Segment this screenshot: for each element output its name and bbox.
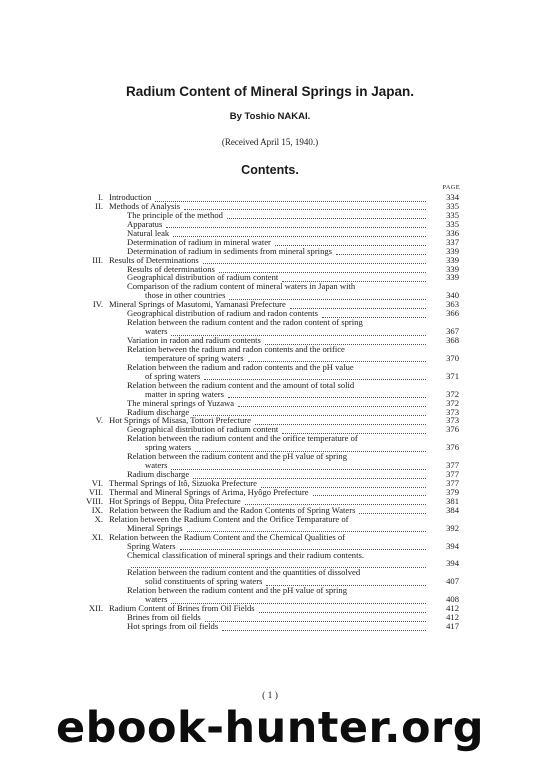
toc-entry: [0, 256, 540, 265]
toc-entry-text: Relation between the Radium Content and the Chemical Qualities of: [109, 531, 346, 542]
toc-entry: [0, 399, 540, 408]
toc-entry: [0, 461, 540, 470]
toc-entry-text: of spring waters: [145, 370, 201, 381]
toc-entry-page: 334: [446, 192, 459, 202]
toc-entry-text: Results of determinations: [127, 263, 215, 274]
toc-entry-text: Brines from oil fields: [127, 612, 201, 623]
toc-entry: [0, 434, 540, 443]
toc-entry: [0, 363, 540, 372]
toc-entry-text: Introduction: [109, 192, 152, 202]
toc-entry: [0, 595, 540, 604]
toc-entry: [0, 613, 540, 622]
toc-entry-text: Relation between the radium content and the pH value of spring: [127, 585, 348, 596]
toc-entry-page: 335: [446, 209, 459, 220]
watermark-text: ebook-hunter.org: [56, 703, 484, 753]
toc-entry-text: The principle of the method: [127, 209, 223, 220]
toc-entry-page: 366: [446, 308, 459, 319]
toc-entry-page: 392: [446, 522, 459, 533]
toc-entry: [0, 604, 540, 613]
toc-entry-page: 371: [446, 370, 459, 381]
toc-entry: [0, 390, 540, 399]
toc-entry-page: 367: [446, 326, 459, 337]
toc-entry-number: VI.: [91, 478, 103, 488]
toc-entry: [0, 515, 540, 524]
toc-entry-text: matter in spring waters: [145, 388, 224, 399]
toc-entry-page: 384: [446, 504, 459, 515]
page-number: ( 1 ): [262, 691, 278, 701]
toc-entry: [0, 568, 540, 577]
toc-entry-text: Relation between the radium and radon contents and the pH value: [127, 361, 354, 372]
toc-entry-page: 336: [446, 227, 459, 238]
toc-entry-page: 377: [446, 478, 459, 488]
dot-leader: [222, 629, 426, 631]
toc-entry-text: Spring Waters: [127, 540, 176, 551]
toc-entry-number: III.: [92, 254, 103, 265]
toc-entry-text: Geographical distribution of radium content: [127, 272, 279, 283]
toc-entry-number: V.: [95, 415, 103, 426]
toc-entry-text: Methods of Analysis: [109, 200, 181, 211]
toc-entry-number: I.: [97, 192, 103, 202]
toc-entry: [0, 586, 540, 595]
toc-entry-text: waters: [145, 594, 168, 605]
toc-entry-text: Radium discharge: [127, 469, 190, 480]
author-line: By Toshio NAKAI.: [229, 111, 311, 122]
toc-entry: [0, 193, 540, 202]
toc-entry: [0, 470, 540, 479]
toc-entry-page: 377: [446, 469, 459, 480]
toc-entry-text: Chemical classification of mineral springs and their radium contents.: [127, 549, 364, 560]
page-column-label: PAGE: [442, 184, 460, 191]
toc-entry: [0, 282, 540, 291]
toc-entry-text: Apparatus: [127, 218, 163, 229]
toc-entry-page: 363: [446, 299, 459, 310]
toc-entry-text: Natural leak: [127, 227, 170, 238]
toc-entry-number: XII.: [88, 603, 103, 614]
toc-entry-number: XI.: [91, 531, 103, 542]
toc-entry: [0, 318, 540, 327]
received-date: (Received April 15, 1940.): [221, 137, 319, 147]
toc-entry-text: Relation between the radium and radon contents and the orifice: [127, 343, 345, 354]
toc-entry: [0, 220, 540, 229]
toc-entry: [0, 202, 540, 211]
toc-entry-text: Relation between the radium content and the pH value of spring: [127, 451, 348, 462]
toc-entry: [0, 408, 540, 417]
toc-entry-text: Relation between the radium content and the orifice temperature of: [127, 433, 358, 444]
toc-entry-text: Results of Determinations: [109, 254, 199, 265]
toc-entry-page: 379: [446, 486, 459, 497]
toc-entry-number: VIII.: [86, 495, 103, 506]
toc-entry-text: Relation between the radium content and the amount of total solid: [127, 379, 355, 390]
toc-entry-text: temperature of spring waters: [145, 352, 244, 363]
toc-entry-number: II.: [95, 200, 103, 211]
toc-entry-text: Hot Springs of Beppu, Ôita Prefecture: [109, 495, 241, 506]
toc-entry-page: 394: [446, 558, 459, 569]
toc-entry-page: 412: [446, 603, 459, 614]
toc-entry-text: Hot springs from oil fields: [127, 621, 219, 631]
toc-entry-text: Relation between the Radium and the Radon Contents of Spring Waters: [109, 504, 356, 515]
toc-entry-text: The mineral springs of Yuzawa: [127, 397, 235, 408]
toc-entry-text: Relation between the radium content and the radon content of spring: [127, 317, 363, 328]
toc-entry-page: 408: [446, 594, 459, 605]
toc-entry-page: 377: [446, 460, 459, 471]
toc-entry-text: waters: [145, 326, 168, 337]
toc-entry-text: Hot Springs of Misasa, Tottori Prefecture: [109, 415, 251, 426]
toc-entry: [0, 533, 540, 542]
toc-entry-page: 381: [446, 495, 459, 506]
toc-entry-page: 370: [446, 352, 459, 363]
toc-entry: [0, 551, 540, 560]
toc-entry-text: Variation in radon and radium contents: [127, 335, 261, 345]
toc-entry-text: Relation between the radium content and the quantities of dissolved: [127, 567, 361, 578]
toc-entry-number: IV.: [92, 299, 103, 310]
contents-heading: Contents.: [241, 163, 299, 177]
toc-entry-number: VII.: [88, 486, 103, 497]
toc-entry-page: 373: [446, 406, 459, 417]
toc-entry-page: 417: [446, 621, 459, 631]
toc-entry-page: 368: [446, 335, 459, 345]
paper-title: Radium Content of Mineral Springs in Japan.: [125, 84, 415, 99]
toc-entry-page: 335: [446, 200, 459, 211]
toc-entry: [0, 211, 540, 220]
toc-entry-text: Determination of radium in sediments from mineral springs: [127, 245, 333, 256]
toc-entry-text: Mineral Springs of Masutomi, Yamanasi Prefecture: [109, 299, 286, 310]
toc-entry-page: 337: [446, 236, 459, 247]
toc-entry-page: 339: [446, 254, 459, 265]
toc-entry-text: Thermal and Mineral Springs of Arima, Hyôgo Prefecture: [109, 486, 309, 497]
toc-entry-page: 335: [446, 218, 459, 229]
toc-entry-text: Geographical distribution of radium and radon contents: [127, 308, 318, 319]
toc-entry: [0, 247, 540, 256]
toc-entry-page: 373: [446, 415, 459, 426]
toc-entry-text: Thermal Springs of Itô, Sizuoka Prefecture: [109, 478, 257, 488]
toc-entry-page: 340: [446, 290, 459, 301]
table-of-contents: [0, 193, 540, 631]
toc-entry-page: 339: [446, 272, 459, 283]
toc-entry-text: those in other countries: [145, 290, 226, 301]
toc-entry-page: 376: [446, 442, 459, 453]
toc-entry: [0, 488, 540, 497]
toc-entry-page: 412: [446, 612, 459, 623]
toc-entry-text: waters: [145, 460, 168, 471]
toc-entry: [0, 452, 540, 461]
toc-entry: [0, 622, 540, 631]
toc-entry-page: 394: [446, 540, 459, 551]
toc-entry-text: solid constituents of spring waters: [145, 576, 263, 587]
toc-entry-number: X.: [94, 513, 103, 524]
toc-entry-text: Radium Content of Brines from Oil Fields: [109, 603, 255, 614]
toc-entry: [0, 327, 540, 336]
toc-entry-text: Determination of radium in mineral water: [127, 236, 271, 247]
toc-entry-text: Relation between the Radium Content and the Orifice Temparature of: [109, 513, 349, 524]
toc-entry-page: 339: [446, 245, 459, 256]
toc-entry: [0, 345, 540, 354]
toc-entry-number: IX.: [91, 504, 103, 515]
toc-entry-text: spring waters: [145, 442, 192, 453]
toc-entry-text: Mineral Springs: [127, 522, 183, 533]
toc-entry: [0, 381, 540, 390]
toc-entry-text: Geographical distribution of radium content: [127, 424, 279, 435]
toc-entry-text: Comparison of the radium content of mineral waters in Japan with: [127, 281, 356, 292]
toc-entry-page: 372: [446, 397, 459, 408]
toc-entry-page: 372: [446, 388, 459, 399]
toc-entry-page: 376: [446, 424, 459, 435]
toc-entry-text: Radium discharge: [127, 406, 190, 417]
toc-entry-page: 407: [446, 576, 459, 587]
toc-entry-page: 339: [446, 263, 459, 274]
